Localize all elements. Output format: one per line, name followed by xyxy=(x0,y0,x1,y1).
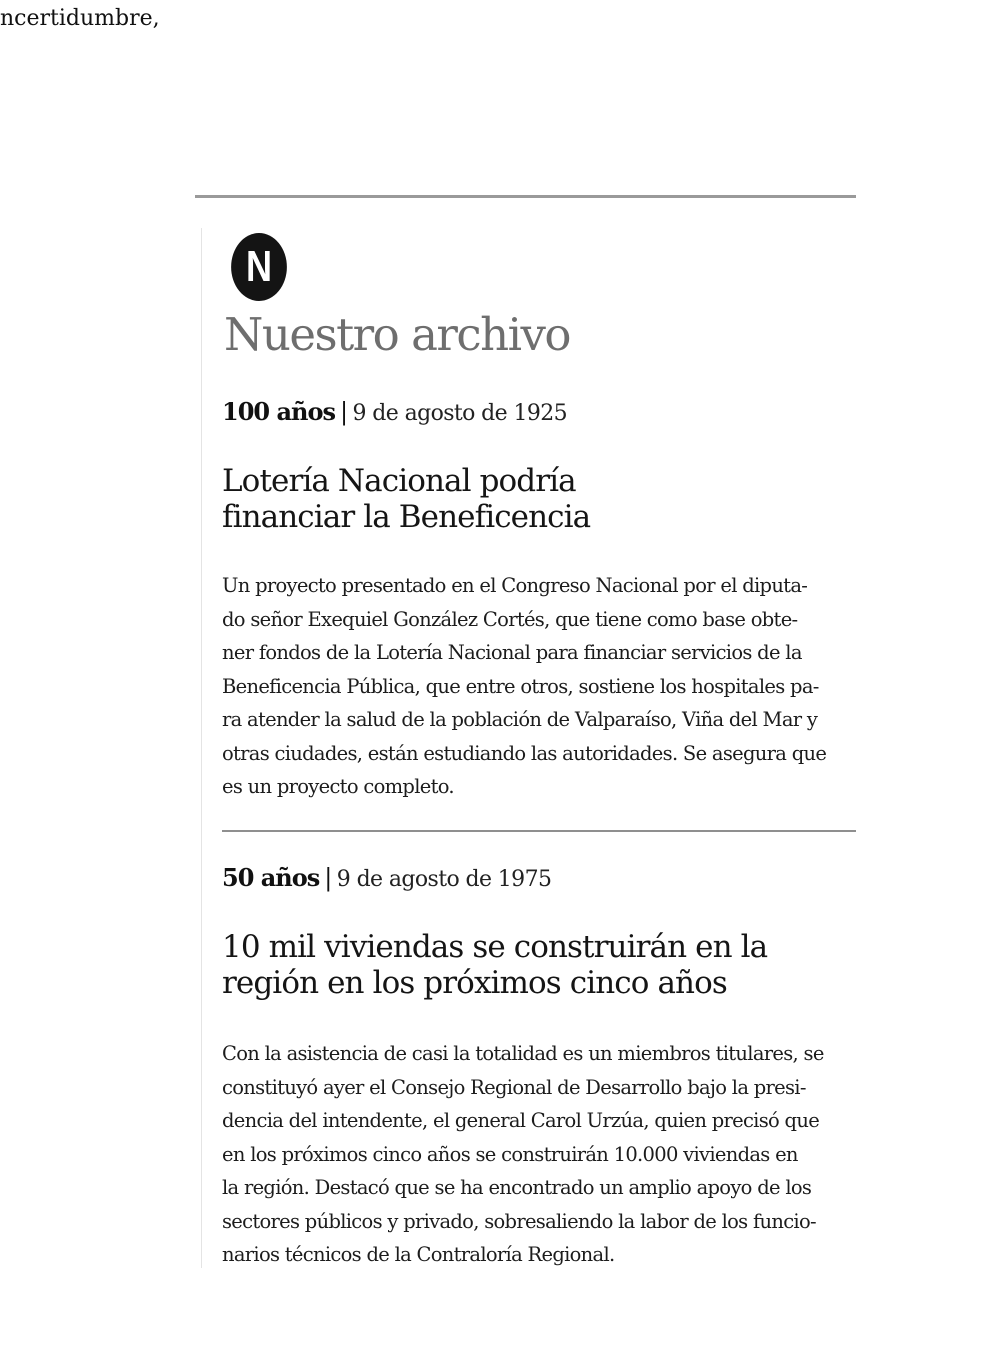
body-line: narios técnicos de la Contraloría Regional. xyxy=(222,1243,615,1266)
body-line: Un proyecto presentado en el Congreso Nacional por el diputa- xyxy=(222,574,808,597)
body-line: la región. Destacó que se ha encontrado un amplio apoyo de los xyxy=(222,1176,812,1199)
previous-article-fragment: ncertidumbre, xyxy=(0,6,160,31)
body-line: dencia del intendente, el general Carol Urzúa, quien precisó que xyxy=(222,1109,820,1132)
body-line: constituyó ayer el Consejo Regional de Desarrollo bajo la presi- xyxy=(222,1075,806,1099)
body-line: sectores públicos y privado, sobresaliendo la labor de los funcio- xyxy=(222,1209,816,1233)
body-line: otras ciudades, están estudiando las autoridades. Se asegura que xyxy=(222,741,827,765)
entry-100-kicker xyxy=(222,397,567,426)
body-line: ra atender la salud de la población de Valparaíso, Viña del Mar y xyxy=(222,708,818,731)
kicker-separator: | xyxy=(324,864,332,892)
body-line: en los próximos cinco años se construirán 10.000 viviendas en xyxy=(222,1142,798,1166)
entry-divider xyxy=(222,830,856,832)
entry-50-kicker xyxy=(222,863,551,892)
body-line: Beneficencia Pública, que entre otros, sostiene los hospitales pa- xyxy=(222,674,819,698)
entry-50-date: 9 de agosto de 1975 xyxy=(336,867,552,892)
entry-100-headline xyxy=(222,463,590,535)
headline-line: Lotería Nacional podría xyxy=(222,463,576,499)
section-title: Nuestro archivo xyxy=(224,308,571,361)
top-divider xyxy=(195,195,856,198)
headline-line: 10 mil viviendas se construirán en la xyxy=(222,929,768,965)
entry-100-body xyxy=(222,569,826,804)
column-edge xyxy=(201,228,202,1268)
entry-50-body xyxy=(222,1037,824,1272)
body-line: Con la asistencia de casi la totalidad es un miembros titulares, se xyxy=(222,1042,824,1065)
headline-line: financiar la Beneficencia xyxy=(222,499,591,535)
entry-50-headline xyxy=(222,929,767,1001)
entry-50-years: 50 años xyxy=(222,863,320,892)
body-line: ner fondos de la Lotería Nacional para financiar servicios de la xyxy=(222,641,802,664)
body-line: es un proyecto completo. xyxy=(222,775,454,798)
entry-100-date: 9 de agosto de 1925 xyxy=(352,401,568,426)
body-line: do señor Exequiel González Cortés, que tiene como base obte- xyxy=(222,607,798,631)
newspaper-logo-icon: N xyxy=(231,233,287,301)
kicker-separator: | xyxy=(339,398,348,426)
headline-line: región en los próximos cinco años xyxy=(222,965,727,1001)
entry-100-years: 100 años xyxy=(222,397,335,426)
